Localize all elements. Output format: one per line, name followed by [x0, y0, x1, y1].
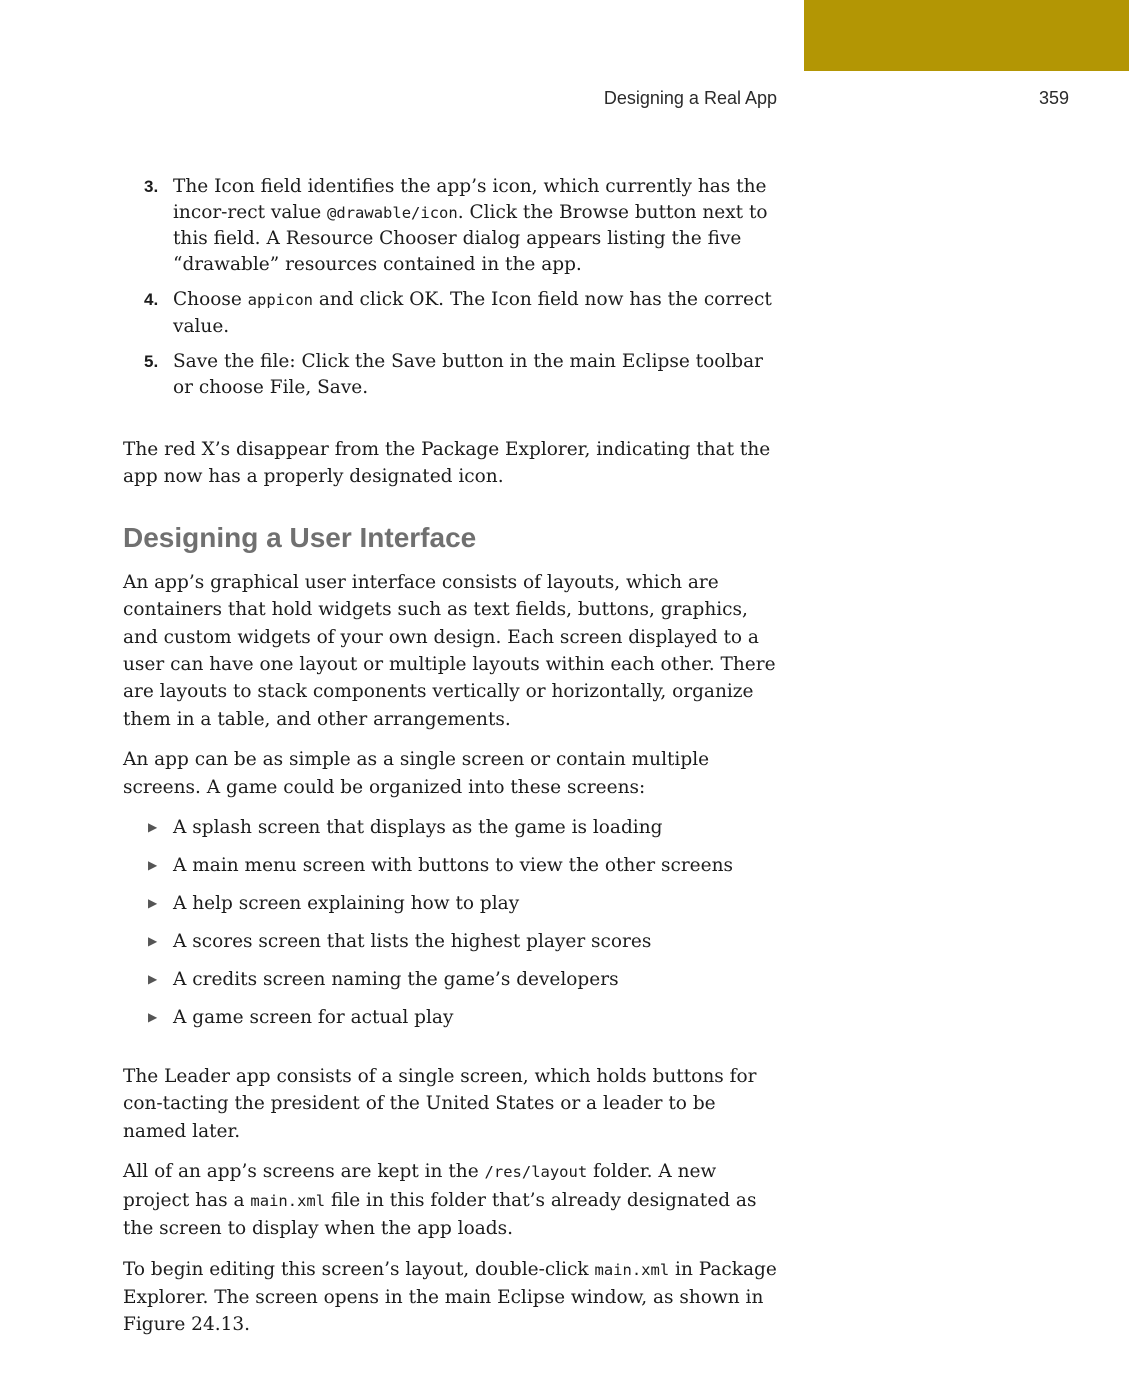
bullet-item: [123, 814, 783, 852]
step-item: [123, 349, 783, 400]
bullet-item: [123, 1004, 783, 1042]
text-run: in Package Explorer. The screen opens in the main Eclipse window, as shown in Figure 24.13.: [123, 1258, 777, 1336]
running-header: [0, 88, 1129, 114]
bullet-triangle-icon: ▶: [148, 1010, 158, 1025]
page-number: 359: [1039, 88, 1070, 108]
bullet-triangle-icon: ▶: [148, 972, 158, 987]
text-run: . Click the Browse button next to this field. A Resource Chooser dialog appears listing the five “drawable” resources contained in the app.: [173, 201, 768, 275]
text-run: Save the file: Click the Save button in the main Eclipse toolbar or choose File, Save.: [173, 351, 764, 398]
step-item: [123, 174, 783, 277]
step-item: [123, 287, 783, 339]
text-run: To begin editing this screen’s layout, double-click: [123, 1258, 595, 1280]
step-number: 4.: [144, 290, 159, 309]
inline-code: appicon: [247, 291, 313, 309]
text-run: The Icon field identifies the app’s icon, which currently has the incor-rect value: [173, 176, 767, 223]
numbered-steps: [123, 174, 783, 400]
bullet-triangle-icon: ▶: [148, 896, 158, 911]
paragraph-red-x: The red X’s disappear from the Package Explorer, indicating that the app now has a properly designated icon.: [123, 439, 771, 488]
bullet-item: [123, 852, 783, 890]
paragraph-gui: An app’s graphical user interface consists of layouts, which are containers that hold widgets such as text fields, buttons, graphics, and custom widgets of your own design. Each screen displayed to a user can have one layout or multiple layouts within each other. There are layouts to stack components vertically or horizontally, organize them in a table, and other arrangements.: [123, 571, 776, 730]
bullet-text: A credits screen naming the game’s developers: [173, 969, 619, 991]
text-run: All of an app’s screens are kept in the: [123, 1161, 485, 1183]
text-run: and click OK. The Icon field now has the correct value.: [173, 289, 772, 337]
text-run: Choose: [173, 289, 248, 310]
paragraph-screens: An app can be as simple as a single screen or contain multiple screens. A game could be organized into these screens:: [123, 749, 710, 798]
paragraph-leader: The Leader app consists of a single screen, which holds buttons for con-tacting the president of the United States or a leader to be named later.: [123, 1066, 757, 1142]
running-head-title: Designing a Real App: [603, 88, 777, 108]
paragraph-edit-main-xml: [123, 1256, 783, 1339]
page-body: [123, 174, 783, 1352]
chapter-color-tab: [804, 0, 1129, 71]
step-number: 5.: [144, 352, 159, 371]
inline-code: /res/layout: [484, 1163, 588, 1182]
bullet-item: [123, 966, 783, 1004]
step-number: 3.: [144, 177, 159, 196]
text-run: file in this folder that’s already designated as the screen to display when the app loads.: [123, 1189, 757, 1240]
bullet-text: A game screen for actual play: [173, 1007, 454, 1029]
bullet-text: A scores screen that lists the highest player scores: [173, 931, 652, 953]
text-run: folder. A new project has a: [123, 1161, 717, 1211]
bullet-item: [123, 928, 783, 966]
bullet-item: [123, 890, 783, 928]
bullet-text: A splash screen that displays as the game is loading: [173, 817, 663, 839]
bullet-triangle-icon: ▶: [148, 934, 158, 949]
paragraph-layout-folder: [123, 1158, 783, 1242]
bullet-text: A main menu screen with buttons to view the other screens: [173, 855, 733, 877]
bullet-triangle-icon: ▶: [148, 858, 158, 873]
bullet-text: A help screen explaining how to play: [173, 893, 520, 915]
inline-code: @drawable/icon: [327, 203, 458, 222]
section-heading: Designing a User Interface: [123, 521, 477, 553]
bullet-triangle-icon: ▶: [148, 820, 158, 835]
inline-code: main.xml: [250, 1191, 326, 1210]
bullet-list: [123, 814, 783, 1042]
inline-code: main.xml: [594, 1260, 670, 1279]
